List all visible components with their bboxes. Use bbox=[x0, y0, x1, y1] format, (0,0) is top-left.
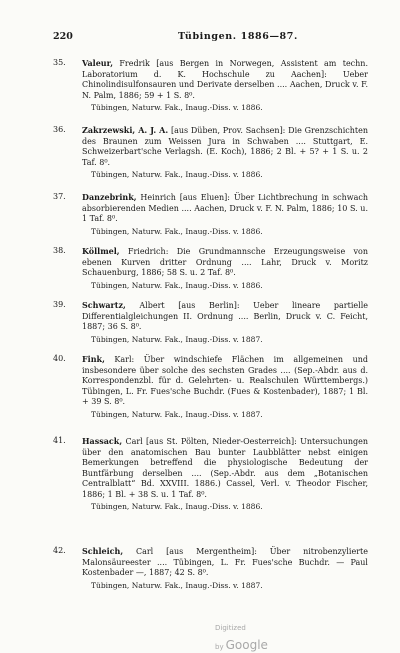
bibliography-entry bbox=[53, 58, 368, 114]
entry-number: 40. bbox=[53, 354, 66, 363]
entry-number: 41. bbox=[53, 436, 66, 445]
running-title: Tübingen. 1886—87. bbox=[178, 31, 298, 42]
entry-text: Karl: Über windschiefe Flächen im allgemeinen und insbesondere über solche des sechsten Grades .... (Sep.-Abdr. aus d. Korrespondenzbl. für d. Gelehrten- u. Realschulen Württembergs.) Tübingen, L. Fr. Fues'sche Buchdr. (Fues & Kostenbader), 1887; 1 Bl. + 39 S. 8⁰. bbox=[82, 355, 368, 406]
page-header bbox=[53, 31, 364, 43]
entry-number: 36. bbox=[53, 125, 66, 134]
entry-author: Zakrzewski, A. J. A. bbox=[82, 125, 169, 135]
entry-author: Hassack, bbox=[82, 436, 123, 446]
bibliography-entry bbox=[53, 300, 368, 345]
entry-dissertation-note: Tübingen, Naturw. Fak., Inaug.-Diss. v. 1887. bbox=[91, 580, 263, 590]
entry-dissertation-note: Tübingen, Naturw. Fak., Inaug.-Diss. v. 1887. bbox=[91, 334, 263, 344]
entry-body bbox=[82, 300, 368, 333]
entry-text: Fredrik [aus Bergen in Norwegen, Assistent am techn. Laboratorium d. K. Hochschule zu Aachen]: Ueber Chinolindisulfonsauren und Derivate derselben .... Aachen, Druck v. F. N. Palm, 1886; 59 + 1 S. 8⁰. bbox=[82, 59, 368, 100]
entry-author: Schleich, bbox=[82, 546, 124, 556]
bibliography-entry bbox=[53, 436, 368, 513]
entry-number: 37. bbox=[53, 192, 66, 201]
watermark-small-text: Digitized by bbox=[215, 624, 246, 651]
watermark-logo: Google bbox=[225, 638, 268, 652]
entry-body bbox=[82, 246, 368, 279]
entry-body bbox=[82, 436, 368, 500]
entry-body bbox=[82, 354, 368, 408]
entry-body bbox=[82, 546, 368, 579]
entry-number: 38. bbox=[53, 246, 66, 255]
entry-dissertation-note: Tübingen, Naturw. Fak., Inaug.-Diss. v. 1886. bbox=[91, 226, 263, 236]
entry-author: Danzebrink, bbox=[82, 192, 137, 202]
entry-text: Albert [aus Berlin]: Ueber lineare partielle Differentialgleichungen II. Ordnung .... Berlin, Druck v. C. Feicht, 1887; 36 S. 8⁰. bbox=[82, 301, 368, 331]
entry-dissertation-note: Tübingen, Naturw. Fak., Inaug.-Diss. v. 1886. bbox=[91, 103, 263, 112]
bibliography-entry bbox=[53, 354, 368, 420]
entry-body bbox=[82, 58, 368, 101]
entry-dissertation-note: Tübingen, Naturw. Fak., Inaug.-Diss. v. 1886. bbox=[91, 280, 263, 290]
entry-dissertation-note: Tübingen, Naturw. Fak., Inaug.-Diss. v. 1887. bbox=[91, 409, 263, 419]
entry-author: Valeur, bbox=[82, 58, 114, 68]
entry-text: Heinrich [aus Eluen]: Über Lichtbrechung in schwach absorbierenden Medien .... Aachen, Druck v. F. N. Palm, 1886; 10 S. u. 1 Taf. 8⁰. bbox=[82, 193, 368, 223]
entry-author: Köllmel, bbox=[82, 246, 120, 256]
entry-dissertation-note: Tübingen, Naturw. Fak., Inaug.-Diss. v. 1886. bbox=[91, 502, 263, 511]
bibliography-entry bbox=[53, 192, 368, 237]
entry-text: Carl [aus Mergentheim]: Über nitrobenzylierte Malonsäureester .... Tübingen, L. Fr. Fues'sche Buchdr. — Paul Kostenbader —, 1887; 42 S. 8⁰. bbox=[82, 547, 368, 577]
bibliography-entry bbox=[53, 246, 368, 291]
bibliography-entry bbox=[53, 546, 368, 591]
entry-body bbox=[82, 192, 368, 225]
entry-text: Carl [aus St. Pölten, Nieder-Oesterreich]: Untersuchungen über den anatomischen Bau bunter Laubblätter nebst einigen Bemerkungen betreffend die physiologische Bedeutung der Buntfärbung derselben .... (Sep.-Abdr. aus dem „Botanischen Centralblatt“ Bd. XXVIII. 1886.) Cassel, Verl. v. Theodor Fischer, 1886; 1 Bl. + 38 S. u. 1 Taf. 8⁰. bbox=[82, 437, 368, 499]
entry-number: 42. bbox=[53, 546, 66, 555]
entry-text: [aus Düben, Prov. Sachsen]: Die Grenzschichten des Braunen zum Weissen Jura in Schwaben .... Stuttgart, E. Schweizerbart'sche Verlagsh. (E. Koch), 1886; 2 Bl. + 5? + 1 S. u. 2 Taf. 8⁰. bbox=[82, 126, 368, 167]
entry-author: Fink, bbox=[82, 354, 105, 364]
bibliography-entry bbox=[53, 125, 368, 181]
page-number: 220 bbox=[53, 31, 73, 42]
entry-body bbox=[82, 125, 368, 168]
entry-text: Friedrich: Die Grundmannsche Erzeugungsweise von ebenen Kurven dritter Ordnung .... Lahr, Druck v. Moritz Schauenburg, 1886; 58 S. u. 2 Taf. 8⁰. bbox=[82, 247, 368, 277]
digitized-watermark bbox=[215, 615, 295, 652]
entry-author: Schwartz, bbox=[82, 300, 126, 310]
entry-number: 35. bbox=[53, 58, 66, 67]
entry-number: 39. bbox=[53, 300, 66, 309]
entry-dissertation-note: Tübingen, Naturw. Fak., Inaug.-Diss. v. 1886. bbox=[91, 170, 263, 179]
